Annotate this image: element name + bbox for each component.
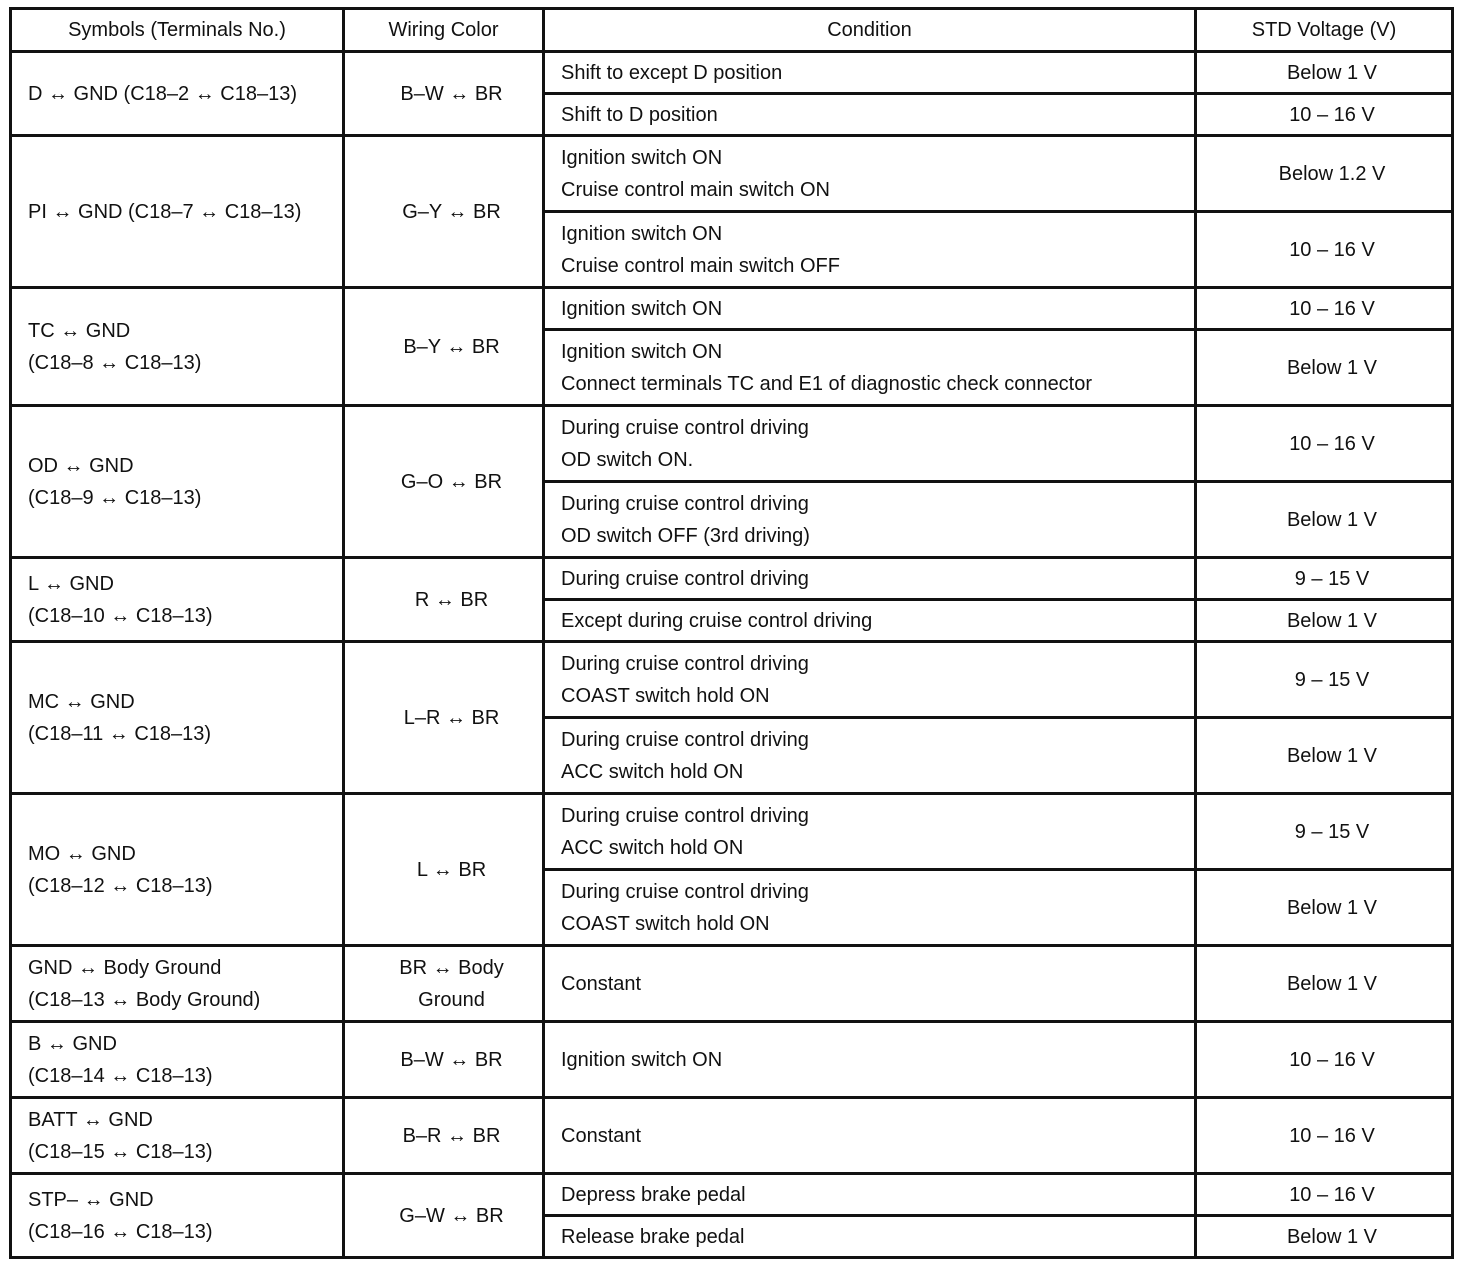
condition-cell	[544, 482, 1196, 558]
terminal-symbol-line: (C18–9 ↔ C18–13)	[28, 486, 202, 509]
wiring-color-cell	[344, 794, 544, 946]
condition-line: Ignition switch ON	[561, 146, 723, 169]
wiring-color-line: G–W ↔ BR	[399, 1204, 504, 1227]
terminal-symbol-line: MC ↔ GND	[28, 690, 135, 713]
condition-line: Release brake pedal	[561, 1225, 745, 1248]
header-wiring-color: Wiring Color	[344, 9, 544, 52]
wiring-color-line: G–Y ↔ BR	[402, 200, 501, 223]
table-row	[11, 406, 1453, 482]
terminal-symbol-line: (C18–10 ↔ C18–13)	[28, 604, 213, 627]
wiring-color-line: L–R ↔ BR	[403, 706, 500, 729]
std-voltage-cell: Below 1 V	[1196, 330, 1453, 406]
terminal-symbol-line: (C18–11 ↔ C18–13)	[28, 722, 212, 745]
condition-line: During cruise control driving	[561, 880, 809, 903]
condition-cell	[544, 330, 1196, 406]
terminal-symbol-cell	[11, 406, 344, 558]
std-voltage-cell: Below 1 V	[1196, 870, 1453, 946]
std-voltage-cell: Below 1 V	[1196, 52, 1453, 94]
condition-line: ACC switch hold ON	[561, 760, 744, 783]
wiring-color-cell	[344, 1098, 544, 1174]
terminal-symbol-line: L ↔ GND	[28, 572, 114, 595]
table-row	[11, 642, 1453, 718]
wiring-color-line: L ↔ BR	[416, 858, 487, 881]
wiring-color-line: B–R ↔ BR	[402, 1124, 501, 1147]
table-row	[11, 52, 1453, 94]
condition-line: Ignition switch ON	[561, 297, 723, 320]
wiring-color-line: Ground	[418, 988, 485, 1011]
condition-line: During cruise control driving	[561, 804, 809, 827]
table-row	[11, 558, 1453, 600]
condition-line: Ignition switch ON	[561, 1048, 723, 1071]
condition-line: Shift to D position	[561, 103, 718, 126]
table-row	[11, 288, 1453, 330]
header-symbols: Symbols (Terminals No.)	[11, 9, 344, 52]
condition-cell	[544, 946, 1196, 1022]
wiring-color-cell	[344, 136, 544, 288]
table-row	[11, 794, 1453, 870]
std-voltage-cell: Below 1 V	[1196, 718, 1453, 794]
terminal-symbol-cell	[11, 288, 344, 406]
terminal-voltage-table	[9, 7, 1454, 1259]
wiring-color-line: BR ↔ Body	[399, 956, 504, 979]
std-voltage-cell: Below 1.2 V	[1196, 136, 1453, 212]
std-voltage-cell: 10 – 16 V	[1196, 1174, 1453, 1216]
wiring-color-cell	[344, 558, 544, 642]
std-voltage-cell: Below 1 V	[1196, 946, 1453, 1022]
std-voltage-cell: 9 – 15 V	[1196, 558, 1453, 600]
wiring-color-cell	[344, 946, 544, 1022]
condition-cell	[544, 870, 1196, 946]
condition-cell	[544, 1022, 1196, 1098]
std-voltage-cell: 10 – 16 V	[1196, 406, 1453, 482]
condition-line: Depress brake pedal	[561, 1183, 746, 1206]
terminal-symbol-cell	[11, 642, 344, 794]
wiring-color-line: B–W ↔ BR	[400, 1048, 503, 1071]
terminal-symbol-cell	[11, 794, 344, 946]
terminal-symbol-line: (C18–13 ↔ Body Ground)	[28, 988, 261, 1011]
condition-line: During cruise control driving	[561, 652, 809, 675]
terminal-symbol-line: (C18–8 ↔ C18–13)	[28, 351, 202, 374]
terminal-symbol-line: D ↔ GND (C18–2 ↔ C18–13)	[28, 82, 297, 105]
wiring-color-line: B–W ↔ BR	[400, 82, 503, 105]
table-row	[11, 1022, 1453, 1098]
condition-cell	[544, 642, 1196, 718]
table-row	[11, 946, 1453, 1022]
std-voltage-cell: 9 – 15 V	[1196, 794, 1453, 870]
terminal-symbol-line: STP– ↔ GND	[28, 1188, 154, 1211]
table-body	[11, 52, 1453, 1258]
condition-line: During cruise control driving	[561, 492, 809, 515]
condition-cell	[544, 212, 1196, 288]
wiring-color-cell	[344, 288, 544, 406]
condition-line: Connect terminals TC and E1 of diagnostic check connector	[561, 372, 1093, 395]
condition-line: OD switch OFF (3rd driving)	[561, 524, 810, 547]
std-voltage-cell: Below 1 V	[1196, 482, 1453, 558]
condition-cell	[544, 52, 1196, 94]
condition-line: Constant	[561, 1124, 642, 1147]
condition-cell	[544, 94, 1196, 136]
terminal-symbol-cell	[11, 946, 344, 1022]
wiring-color-cell	[344, 1022, 544, 1098]
condition-cell	[544, 1098, 1196, 1174]
terminal-symbol-line: TC ↔ GND	[28, 319, 131, 342]
condition-line: OD switch ON.	[561, 448, 694, 471]
condition-line: Constant	[561, 972, 642, 995]
condition-cell	[544, 558, 1196, 600]
table-header-row	[11, 9, 1453, 52]
std-voltage-cell: Below 1 V	[1196, 600, 1453, 642]
terminal-symbol-line: (C18–16 ↔ C18–13)	[28, 1220, 213, 1243]
terminal-symbol-cell	[11, 136, 344, 288]
terminal-symbol-line: (C18–12 ↔ C18–13)	[28, 874, 213, 897]
std-voltage-cell: 10 – 16 V	[1196, 94, 1453, 136]
wiring-color-line: B–Y ↔ BR	[403, 335, 500, 358]
terminal-symbol-line: OD ↔ GND	[28, 454, 134, 477]
terminal-symbol-line: MO ↔ GND	[28, 842, 136, 865]
std-voltage-cell: Below 1 V	[1196, 1216, 1453, 1258]
condition-cell	[544, 794, 1196, 870]
condition-cell	[544, 136, 1196, 212]
condition-cell	[544, 406, 1196, 482]
std-voltage-cell: 10 – 16 V	[1196, 288, 1453, 330]
wiring-color-cell	[344, 52, 544, 136]
condition-cell	[544, 718, 1196, 794]
terminal-symbol-cell	[11, 1174, 344, 1258]
table-row	[11, 136, 1453, 212]
std-voltage-cell: 10 – 16 V	[1196, 1022, 1453, 1098]
wiring-color-line: G–O ↔ BR	[400, 470, 503, 493]
terminal-symbol-cell	[11, 558, 344, 642]
terminal-symbol-cell	[11, 1098, 344, 1174]
condition-cell	[544, 1174, 1196, 1216]
std-voltage-cell: 10 – 16 V	[1196, 1098, 1453, 1174]
terminal-symbol-cell	[11, 52, 344, 136]
condition-line: Shift to except D position	[561, 61, 783, 84]
header-condition: Condition	[544, 9, 1196, 52]
wiring-color-cell	[344, 642, 544, 794]
condition-line: COAST switch hold ON	[561, 912, 770, 935]
terminal-symbol-line: GND ↔ Body Ground	[28, 956, 222, 979]
terminal-symbol-line: (C18–14 ↔ C18–13)	[28, 1064, 213, 1087]
condition-line: Except during cruise control driving	[561, 609, 873, 632]
condition-line: Ignition switch ON	[561, 222, 723, 245]
header-std-voltage: STD Voltage (V)	[1196, 9, 1453, 52]
table-row	[11, 1174, 1453, 1216]
condition-line: During cruise control driving	[561, 728, 809, 751]
table-row	[11, 1098, 1453, 1174]
std-voltage-cell: 10 – 16 V	[1196, 212, 1453, 288]
condition-cell	[544, 288, 1196, 330]
terminal-symbol-line: (C18–15 ↔ C18–13)	[28, 1140, 213, 1163]
wiring-color-line: R ↔ BR	[414, 588, 489, 611]
condition-line: During cruise control driving	[561, 416, 809, 439]
wiring-color-cell	[344, 406, 544, 558]
condition-line: ACC switch hold ON	[561, 836, 744, 859]
std-voltage-cell: 9 – 15 V	[1196, 642, 1453, 718]
condition-line: COAST switch hold ON	[561, 684, 770, 707]
terminal-symbol-cell	[11, 1022, 344, 1098]
wiring-color-cell	[344, 1174, 544, 1258]
condition-line: Cruise control main switch OFF	[561, 254, 840, 277]
terminal-symbol-line: B ↔ GND	[28, 1032, 117, 1055]
condition-line: During cruise control driving	[561, 567, 809, 590]
terminal-symbol-line: PI ↔ GND (C18–7 ↔ C18–13)	[28, 200, 302, 223]
terminal-symbol-line: BATT ↔ GND	[28, 1108, 153, 1131]
condition-cell	[544, 600, 1196, 642]
condition-line: Ignition switch ON	[561, 340, 723, 363]
condition-line: Cruise control main switch ON	[561, 178, 830, 201]
condition-cell	[544, 1216, 1196, 1258]
